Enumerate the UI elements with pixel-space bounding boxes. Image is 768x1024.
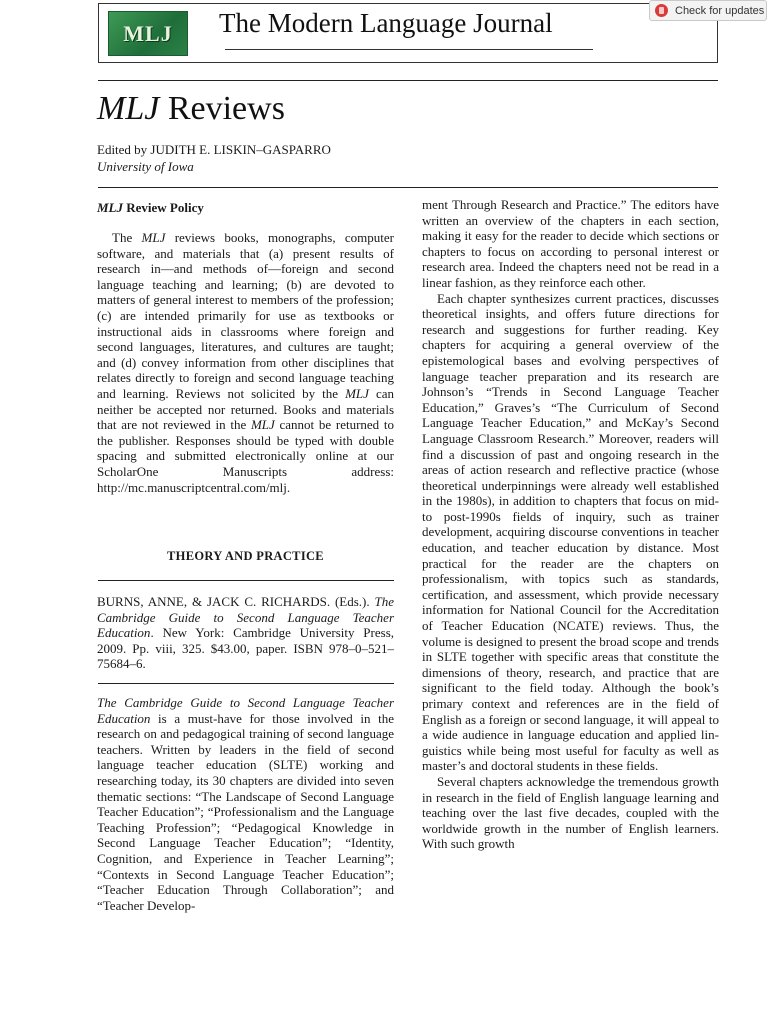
journal-header <box>98 3 718 63</box>
logo-text: MLJ <box>123 20 173 46</box>
policy-text-3: reviews books, monographs, computer software, and materials that (a) present results of research in—and methods of—foreign and second language teaching and learning; (b) are devoted to matters of general interest to members of the profession; (c) are intended primarily for use as textbooks or instructional aids in classrooms where foreign and second languages, literatures, and cultures are taught; and (d) convey information from other disciplines that relates directly to foreign and second language teaching and learning. Reviews not solicited by the <box>97 230 394 401</box>
journal-logo <box>108 11 188 56</box>
review-paragraph-3: Several chapters acknowledge the tremendous growth in research in the field of English language learning and teaching over the last five decades, coupled with the worldwide growth in the number of English learners. With such growth <box>422 773 719 852</box>
citation-rule-top <box>98 580 394 581</box>
section-title <box>97 90 285 128</box>
editor-info <box>97 141 331 175</box>
policy-heading-rest: Review Policy <box>123 200 204 215</box>
policy-text-1: The <box>112 230 142 245</box>
check-for-updates-button[interactable] <box>649 0 767 21</box>
review-text-right <box>422 197 719 852</box>
section-rule <box>98 187 718 188</box>
theory-practice-heading: THEORY AND PRACTICE <box>167 549 324 563</box>
journal-title: The Modern Language Journal <box>219 8 553 38</box>
policy-text <box>97 230 394 495</box>
editor-affiliation: University of Iowa <box>97 159 194 174</box>
section-title-rest: Reviews <box>159 90 285 127</box>
policy-heading <box>97 200 204 216</box>
edited-by: Edited by JUDITH E. LISKIN–GASPARRO <box>97 142 331 157</box>
policy-text-5: can neither be accepted nor returned. Books and materials that are not reviewed in the <box>97 385 394 433</box>
citation-book-title: The Cambridge Guide to Second Language Teacher Education <box>97 594 394 641</box>
book-citation <box>97 594 394 672</box>
review-text-left <box>97 695 394 913</box>
policy-text-7: cannot be returned to the publisher. Responses should be typed with double spacing and submitted electronically online at our ScholarOne Manuscripts address: http://mc.manuscriptcentral.com/mlj. <box>97 417 395 495</box>
citation-rule-bottom <box>98 683 394 684</box>
crossmark-icon <box>655 4 668 17</box>
review-book-title: The Cambridge Guide to Second Language Teacher Education <box>97 695 394 726</box>
citation-details: . New York: Cambridge University Press, 2009. Pp. viii, 325. $43.00, paper. ISBN 978–0–521–75684–6. <box>97 625 394 672</box>
review-paragraph-2: Each chapter synthesizes current practices, discusses theoretical insights, and offers future directions for research and suggestions for further reading. Key chapters for acquiring a general overview of the epistemological bases and evolving perspectives of language teacher preparation and its research are Johnson’s “Trends in Second Language Teacher Education,” Graves’s “The Curriculum of Second Language Teacher Education,” and McKay’s Second Language Classroom Research.” Moreover, readers will find a discussion of past and ongoing research in the areas of action research and reflective practice (whose theoretical underpinnings were already well established in the 1980s), in addition to chapters that focus on mid- to post-1990s fields of inquiry, such as trainer development, acquiring discourse conventions in teacher education, and teacher education by distance. Most practical for the reader are the chapters on professionalism, with topics such as standards, certification, and assessment, which provide necessary information for National Council for the Accreditation of Teacher Education (NCATE) reviews. Thus, the volume is designed to present the broad scope and trends in SLTE together with specific areas that constitute the dimensions of theory, research, and practice that are significant to the field today. Although the book’s primary context and references are in the field of English as a foreign or second language, it will appeal to a wide audience in language education and applied linguistics while being most useful for faculty as well as master’s and doctoral students in these fields. <box>422 290 719 774</box>
review-paragraph-1: ment Through Research and Practice.” The editors have written an overview of the chapters in each section, making it easy for the reader to decide which sections or chapters to focus on according to personal interest or research area. Indeed the chapters need not be read in a linear fashion, as they reinforce each other. <box>422 197 719 290</box>
policy-text-4: MLJ <box>345 385 369 401</box>
policy-heading-journal: MLJ <box>97 200 123 215</box>
section-title-journal: MLJ <box>97 90 160 127</box>
review-left-body: is a must-have for those involved in the research on and pedagogical training of second language teachers. Written by leaders in the field of second language teacher education (SLTE) working and researching today, its 30 chapters are divided into seven thematic sections: “The Landscape of Second Language Teacher Education”; “Professionalism and the Language Teaching Profession”; “Pedagogical Knowledge in Second Language Teacher Education”; “Identity, Cognition, and Experience in Teacher Learning”; “Contexts in Second Language Teacher Education”; “Teacher Education Through Collaboration”; and “Teacher Develop- <box>97 710 394 913</box>
citation-authors: BURNS, ANNE, & JACK C. RICHARDS. (Eds.). <box>97 594 375 609</box>
check-for-updates-label: Check for updates <box>675 4 765 17</box>
policy-text-6: MLJ <box>250 417 275 433</box>
policy-text-2: MLJ <box>141 230 166 245</box>
title-underline <box>225 49 593 50</box>
top-rule <box>98 80 718 81</box>
